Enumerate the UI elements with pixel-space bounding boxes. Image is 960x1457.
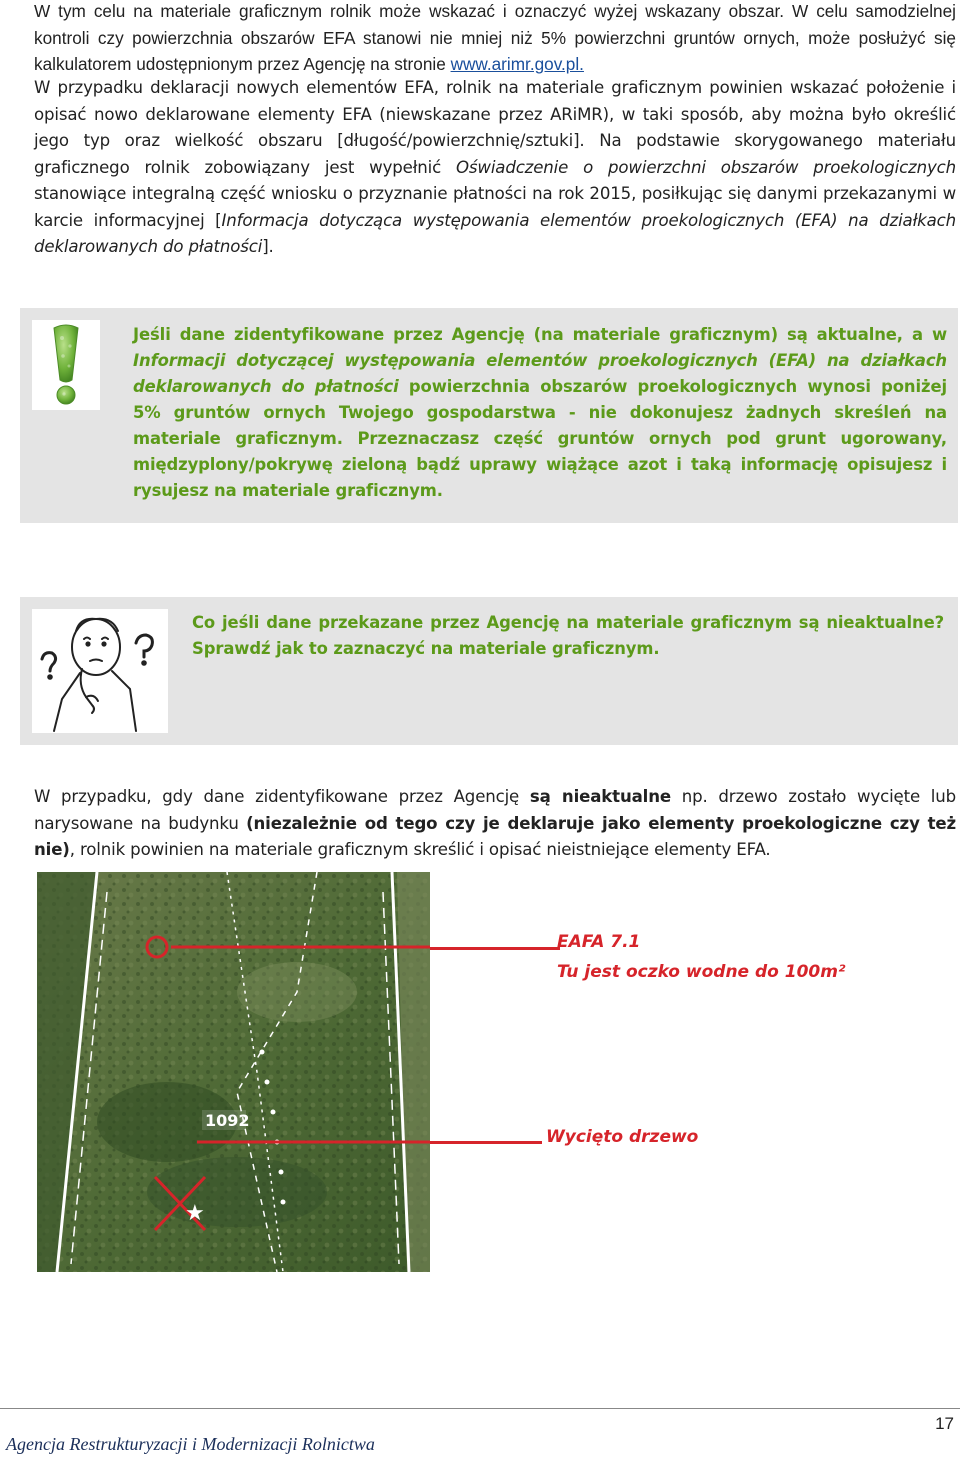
efa-description-label: Tu jest oczko wodne do 100m² — [557, 962, 846, 982]
intro-text: W tym celu na materiale graficznym rolnik może wskazać i oznaczyć wyżej wskazany obszar. W celu samodzielnej kontroli czy powierzchnia obszarów EFA stanowi nie mniej niż 5% powierzchni gruntów ornych, może posłużyć się kalkulatorem udostępnionym przez Agencję na stronie — [34, 1, 956, 74]
box1-text-b: powierzchnia obszarów proekologicznych wynosi poniżej 5% gruntów ornych Twojego gospodarstwa - nie dokonujesz żadnych skreśleń na materiale graficznym. Przeznaczasz część gruntów ornych pod grunt ugorowany, międzyplony/pokrywę zieloną bądź uprawy wiążące azot i taką informację opisujesz i rysujesz na materiale graficznym. — [133, 377, 947, 500]
info-box-current-data — [20, 308, 958, 523]
box1-italic: Informacji dotyczącej występowania elementów proekologicznych (EFA) na działkach deklarowanych do płatności — [133, 351, 947, 396]
p2-text-a: W przypadku deklaracji nowych elementów EFA, rolnik na materiale graficznym powinien wskazać położenie i opisać nowo deklarowane elementy EFA (niewskazane przez ARiMR), w taki sposób, aby można było określić jego typ oraz wielkość obszaru [długość/powierzchnię/sztuki]. Na podstawie skorygowanego materiału graficznego rolnik zobowiązany jest wypełnić — [34, 78, 956, 177]
p3-text-e: , rolnik powinien na materiale graficznym skreślić i opisać nieistniejące elementy EFA. — [69, 840, 771, 859]
page-number: 17 — [935, 1414, 954, 1433]
p2-italic-2: Informacja dotycząca występowania elementów proekologicznych (EFA) na działkach deklarowanych do płatności — [34, 210, 957, 256]
tree-pointer-line — [430, 1141, 542, 1144]
parcel-number: 1092 — [205, 1111, 250, 1130]
thinking-person-icon — [32, 609, 168, 733]
p3-bold-d: (niezależnie od tego czy je deklaruje jako elementy proekologiczne czy też nie) — [34, 813, 956, 859]
svg-text:★: ★ — [185, 1201, 205, 1226]
p3-bold-a: są nieaktualne — [529, 787, 671, 806]
orthophoto-map — [37, 872, 430, 1272]
footer-divider — [0, 1408, 960, 1409]
outdated-data-question: Co jeśli dane przekazane przez Agencję na materiale graficznym są nieaktualne? Sprawdź jak to zaznaczyć na materiale graficznym. — [192, 613, 944, 658]
intro-paragraph-2 — [34, 75, 956, 261]
p2-text-c: ]. — [262, 237, 274, 256]
footer-agency-name: Agencja Restrukturyzacji i Modernizacji Rolnictwa — [6, 1434, 375, 1454]
arimr-link[interactable]: www.arimr.gov.pl. — [450, 54, 584, 74]
p2-italic-1: Oświadczenie o powierzchni obszarów proekologicznych — [456, 157, 956, 177]
outdated-data-paragraph — [34, 784, 956, 864]
box1-text-a: Jeśli dane zidentyfikowane przez Agencję (na materiale graficznym) są aktualne, a w — [133, 325, 947, 344]
p3-text-a: W przypadku, gdy dane zidentyfikowane przez Agencję — [34, 787, 530, 806]
intro-paragraph-1 — [34, 0, 956, 78]
cut-tree-label: Wycięto drzewo — [546, 1127, 699, 1147]
current-data-instructions — [133, 322, 947, 504]
p2-text-b: stanowiące integralną część wniosku o przyznanie płatności na rok 2015, posiłkując się danymi przekazanymi w karcie informacyjnej [ — [34, 184, 956, 230]
efa-pointer-line — [430, 947, 560, 950]
info-box-outdated-data — [20, 597, 958, 745]
p3-text-c: np. drzewo zostało wycięte lub narysowane na budynku — [34, 787, 957, 833]
efa-code-label: EAFA 7.1 — [557, 932, 641, 952]
exclamation-icon — [32, 320, 100, 410]
